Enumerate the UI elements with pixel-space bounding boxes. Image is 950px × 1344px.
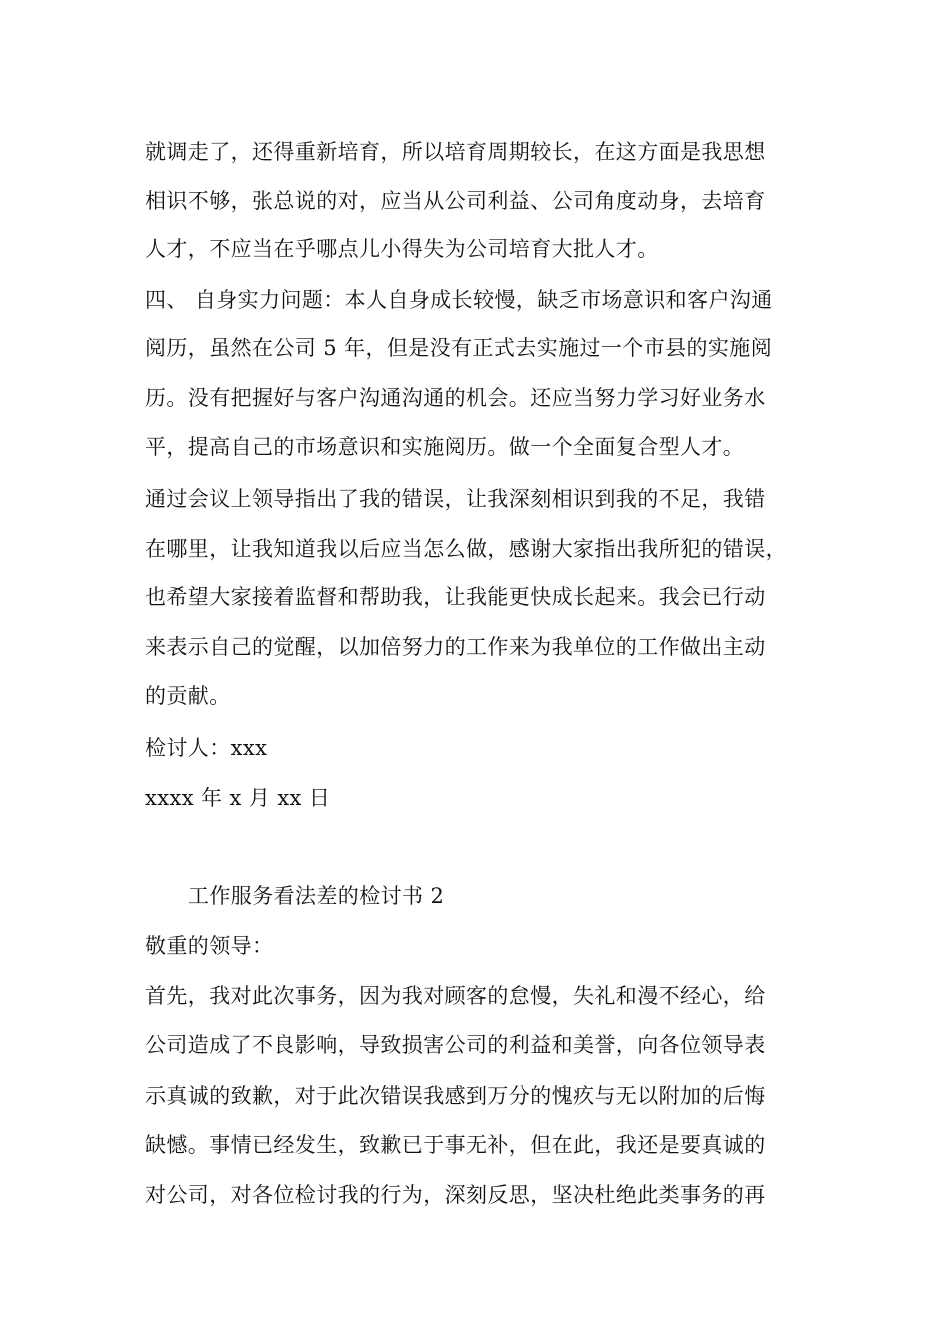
paragraph-line: 首先，我对此次事务，因为我对顾客的怠慢，失礼和漫不经心，给 <box>145 984 766 1008</box>
paragraph-line: 四、 自身实力问题：本人自身成长较慢，缺乏市场意识和客户沟通 <box>145 288 773 312</box>
paragraph-line: 通过会议上领导指出了我的错误，让我深刻相识到我的不足，我错 <box>145 487 766 511</box>
paragraph-line: 阅历，虽然在公司 5 年，但是没有正式去实施过一个市县的实施阅 <box>145 336 773 360</box>
paragraph-line: 相识不够，张总说的对，应当从公司利益、公司角度动身，去培育 <box>145 189 766 213</box>
paragraph-line: 在哪里，让我知道我以后应当怎么做，感谢大家指出我所犯的错误， <box>145 537 787 561</box>
paragraph-line: 公司造成了不良影响，导致损害公司的利益和美誉，向各位领导表 <box>145 1033 766 1057</box>
salutation: 敬重的领导： <box>145 934 274 958</box>
paragraph-line: 就调走了，还得重新培育，所以培育周期较长，在这方面是我思想 <box>145 140 766 164</box>
paragraph-line: 平，提高自己的市场意识和实施阅历。做一个全面复合型人才。 <box>145 435 745 459</box>
signer-line: 检讨人：xxx <box>145 736 268 760</box>
paragraph-line: 也希望大家接着监督和帮助我，让我能更快成长起来。我会已行动 <box>145 585 766 609</box>
paragraph-line: 来表示自己的觉醒，以加倍努力的工作来为我单位的工作做出主动 <box>145 635 766 659</box>
paragraph-line: 人才，不应当在乎哪点儿小得失为公司培育大批人才。 <box>145 237 659 261</box>
paragraph-line: 历。没有把握好与客户沟通沟通的机会。还应当努力学习好业务水 <box>145 386 766 410</box>
paragraph-line: 的贡献。 <box>145 684 231 708</box>
paragraph-line: 示真诚的致歉，对于此次错误我感到万分的愧疚与无以附加的后悔 <box>145 1084 766 1108</box>
date-line: xxxx 年 x 月 xx 日 <box>145 786 331 810</box>
paragraph-line: 对公司，对各位检讨我的行为，深刻反思，坚决杜绝此类事务的再 <box>145 1183 766 1207</box>
paragraph-line: 缺憾。事情已经发生，致歉已于事无补，但在此，我还是要真诚的 <box>145 1133 766 1157</box>
document-title: 工作服务看法差的检讨书 2 <box>188 884 445 908</box>
